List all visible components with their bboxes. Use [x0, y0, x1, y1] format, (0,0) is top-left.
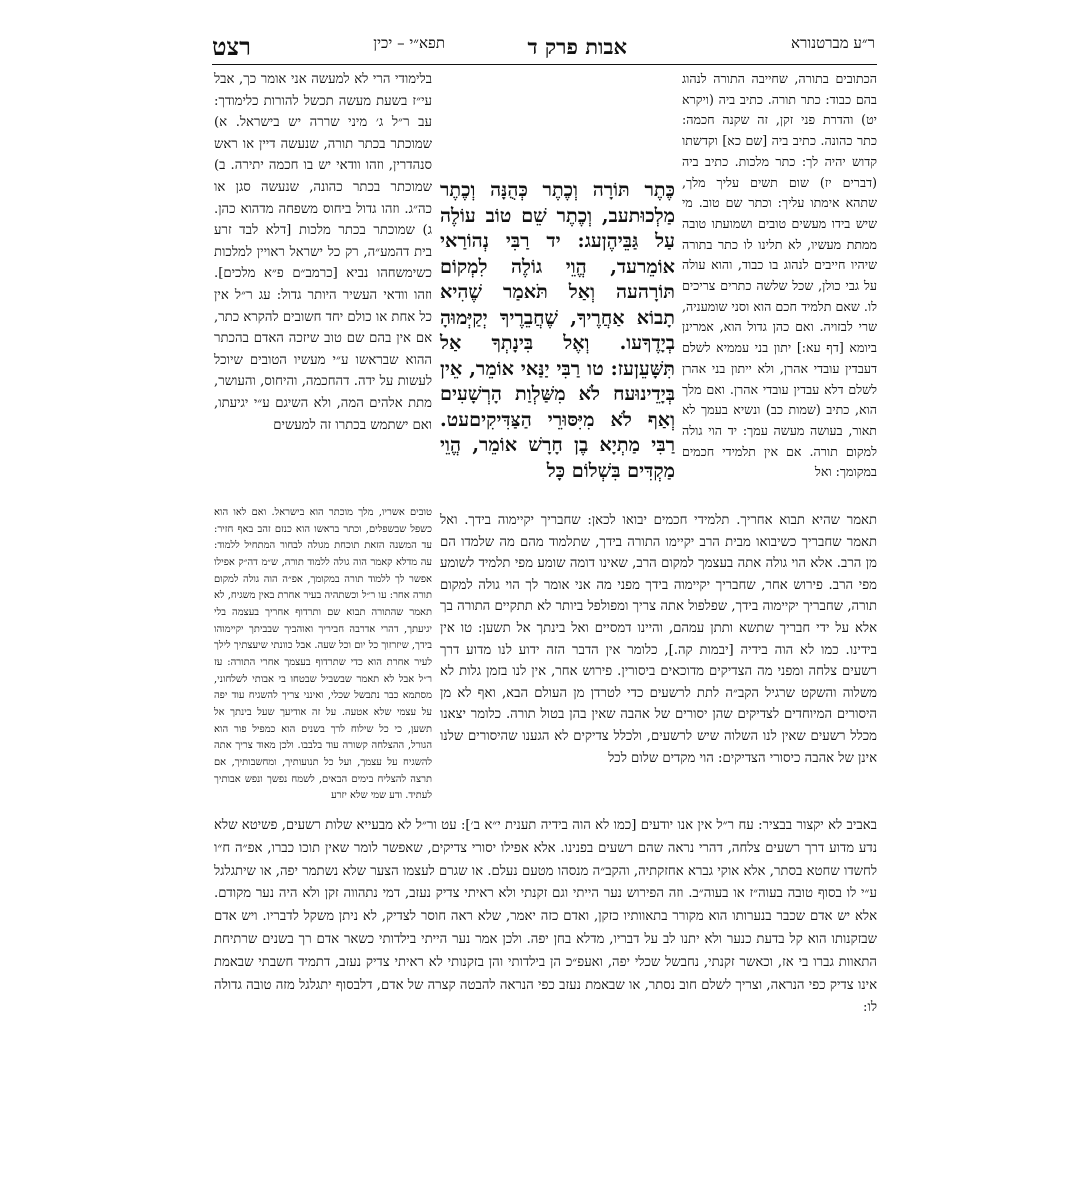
tiferet-text-bottom: באביב לא יקצור בבציר: עח ר״ל אין אנו יודעים [כמו לא הוה בידיה תענית י״א ב׳]: עט ור״ל לא מבעייא שלות רשעים, פשיטא שלא נדע מדוע דרך רשעים צלחה, דהרי נראה שהם רשעים בפנינו. אלא אפילו יסורי צדיקים, שאפשר לומר שאין תוכו כברו, אפ״ה ח״ו לחשדו שחטא בסתר, אלא אוקי גברא אחזקתיה, והקב״ה מנסהו מטעם נעלם. או שגרם לעצמו הצער שלא נשתמר יפה, או שיתגלגל ע״י לו בסוף טובה בעוה״ז או בעוה״ב. וזה הפירוש נער הייתי וגם זקנתי ולא ראיתי צדיק נעזב, דמי נתהווה זקן ולא היה נער מקודם. אלא יש אדם שכבר בנערותו הוא מקורר בתאוותיו כזקן, ואדם כזה יאמר, שלא ראה חוסר לצדיק, לא ניתן משקל לדבריו. ויש אדם שבזקנותו הוא קל בדעת כנער ולא יתנו לב על דבריו, מדלא בחן יפה. ולכן אמר נער הייתי בילדותי כשאר אדם רך בשנים שרתיחת התאוות גברו בי אז, וכאשר זקנתי, נחבשל שכלי יפה, ואעפ״כ הן בילדותי והן בזקנותי לא ראיתי צדיק נעזב, דתמיד חשבתי שבאמת אינו צדיק כפי הנראה, וצריך לשלם חוב נסתר, או שבאמת נעזב כפי הנראה להבטה קצרה של אדם, דלבסוף יתגלגל מזה טובה גדולה לו:	[214, 818, 877, 1016]
mishnah-text: כֶּתֶר תּוֹרָה וְכֶתֶר כְּהֻנָּה וְכֶתֶר מַלְכוּתעב, וְכֶתֶר שֵׁם טוֹב עוֹלֶה עַל גַּבֵּיהֶןעג: יד רַבִּי נְהוֹרַאי אוֹמֵרעד, הֱוֵי גוֹלֶה לִמְקוֹם תּוֹרָהעה וְאַל תֹּאמַר שֶׁהִיא תָבוֹא אַחֲרֶיךָ, שֶׁחֲבֵרֶיךָ יְקַיְּמוּהָ בְיָדֶךָעו. וְאֶל בִּינָתְךָ אַל תִּשָּׁעֵןעז: טו רַבִּי יַנַּאי אוֹמֵר, אֵין בְּיָדֵינוּעח לֹא מִשַּׁלְוַת הָרְשָׁעִים וְאַף לֹא מִיִּסּוּרֵי הַצַּדִּיקִיםעט. רַבִּי מַתְיָא בֶן חָרָשׁ אוֹמֵר, הֱוֵי מַקְדִּים בִּשְׁלוֹם כָּל	[440, 178, 675, 482]
bartenura-text-top: הכתובים בתורה, שחייבה התורה לנהוג בהם כבוד: כתר תורה. כתיב ביה (ויקרא יט) והדרת פני זקן, זה שקנה חכמה: כתר כהונה. כתיב ביה [שם כא] וקדשתו קדוש יהיה לך: כתר מלכות. כתיב ביה (דברים יז) שום תשים עליך מלך, שתהא אימתו עליך: וכתר שם טוב. מי שיש בידו מעשים טובים ושמועתו טובה ממתת מעשיו, לא תלינו לו כתר בתורה שיהיו חייבים לנהוג בו כבוד, והוא עולה על גבי כולן, שכל שלשה כתרים צריכים לו. שאם תלמיד חכם הוא וסני שומעניה, שרי לבזויה. ואם כהן גדול הוא, אמרינן ביומא [דף עא:] יתון בני עממיא לשלם דעבדין עובדי אהרן, ולא ייתון בני אהרן לשלם דלא עבדין עובדי אהרן. ואם מלך הוא, כתיב (שמות כב) ונשיא בעמך לא תאור, בעושה מעשה עמך: יד הוי גולה למקום תורה. אם אין תלמידי חכמים במקומך: ואל	[682, 71, 877, 480]
page-number: רצט	[212, 32, 251, 61]
tiferet-column-top	[214, 69, 432, 436]
running-header	[215, 34, 875, 64]
header-tractate-title: אבות פרק ד	[527, 34, 627, 59]
tiferet-text-top: בלימודי הרי לא למעשה אני אומר כך, אבל עי״ז בשעת מעשה תכשל להורות כלימודך: עב ר״ל ג׳ מיני שררה יש בישראל. א) שמוכתר בכתר תורה, שנעשה דיין או ראש סנהדרין, וזהו וודאי יש בו חכמה יתירה. ב) שמוכתר בכתר כהונה, שנעשה סגן או כה״ג. וזהו גדול ביחוס משפחה מדהוא כהן. ג) שמוכתר בכתר מלכות [דלא לבד זרע בית דהמע״ה, רק כל ישראל ראויין למלכות כשימשחהו נביא [כרמב״ם פ״א מלכים]. וזהו וודאי העשיר היותר גדול: עג ר״ל אין כל אחת או כולם יחד חשובים להקרא כתר, אם אין בהם שם טוב שיזכה האדם בהכתר ההוא שבראשו ע״י מעשיו הטובים שיוכל לעשות על ידה. דהחכמה, והיחוס, והעושר, מתת אלהים המה, ולא השיגם ע״י יגיעתו, ואם ישתמש בכתרו זה למעשים	[214, 72, 432, 433]
tiferet-text-middle: טובים אשריו, מלך מוכתר הוא בישראל. ואם לאו הוא כשפל שבשפלים, וכתר בראשו הוא כנזם זהב באף חזיר: עד המשנה הזאת תוכחת מגולה לבחור המתחיל ללמוד: עה מדלא קאמר הוה גולה ללמוד תורה, ש״מ דה״ק אפילו אפשר לך ללמוד תורה במקומך, אפ״ה הוה גולה למקום תורה אחר: עו ר״ל וכשתהיה בעיר אחרת באין משגיח, לא תאמר שהתורה תבוא שם ותרדוף אחריך בעצמה בלי יגיעתך, דהרי אדרבה חביריך ואוהביך שבביתך יקיימוהו בידך, שיזרזוך כל יום וכל שעה. אבל כוונתי שיעצתיך לילך לעיר אחרת הוא כדי שתרדוף בעצמך אחרי התורה: עז ר״ל אבל לא תאמר שבשביל שבטחו בי אבותי לשלחוני, מסתמא כבר נתבשל שכלי, ואינני צריך להשגיח עוד יפה על עצמי שלא אטעה. על זה אודיעך שעל בינתך אל תשען, כי כל שילוח לרך בשנים הוא כמפיל פור הוא הגורל, ההצלחה קשורה עוד בלבבו. ולכן מאוד צריך אתה להשגיח על עצמך, ועל כל תנועותיך, ומחשבותיך, אם תרצה להצליח בימים הבאים, לשמח נפשך ונפש אבותיך לעתיד. ודע שמי שלא יזרע	[214, 507, 432, 802]
bartenura-text-middle: תאמר שהיא תבוא אחריך. תלמידי חכמים יבואו לכאן: שחבריך יקיימוה בידך. ואל תאמר שחבריך כשיבואו מבית הרב יקיימו התורה בידך, שתלמוד מהם מה שלמדו הם מן הרב. אלא הוי גולה אתה בעצמך למקום הרב, שאינו דומה שומע מפי תלמיד לשומע מפי הרב. פירוש אחר, שחבריך יקיימוה בידך מפני מה אני אומר לך הוי גולה למקום תורה, שחבריך יקיימוה בידך, שפלפול אתה צריך ומפולפל ביותר לא תתקיים התורה בך אלא על ידי חבריך שתשא ותתן עמהם, והיינו דמסיים ואל בינתך אל תשען: טו אין בידינו. כמו לא הוה בידיה [יבמות קה.], כלומר אין הדבר הזה ידוע לנו מדוע דרך רשעים צלחה ומפני מה הצדיקים מדוכאים ביסורין. פירוש אחר, אין לנו בזמן גלות לא משלוה והשקט שרגיל הקב״ה לתת לרשעים כדי לטרדן מן העולם הבא, ואף לא מן היסורים המיוחדים לצדיקים שהן יסורים של אהבה שאין בהן בטול תורה. כלומר יצאנו מכלל רשעים שאין לנו השלוה שיש לרשעים, ולכלל צדיקים לא הגענו שהיסורים שלנו אינן של אהבה כיסורי הצדיקים: הוי מקדים שלום לכל	[440, 513, 877, 766]
bartenura-column-middle	[440, 510, 877, 769]
mishnah-text-block	[440, 177, 675, 502]
tiferet-column-bottom	[214, 815, 877, 1020]
header-rule	[212, 64, 877, 65]
header-right-commentary-title: ר״ע מברטנורא	[791, 34, 875, 52]
header-left-commentary-title: תפא״י – יכין	[373, 34, 445, 52]
bartenura-column-top	[682, 69, 877, 483]
tiferet-column-middle	[214, 505, 432, 805]
